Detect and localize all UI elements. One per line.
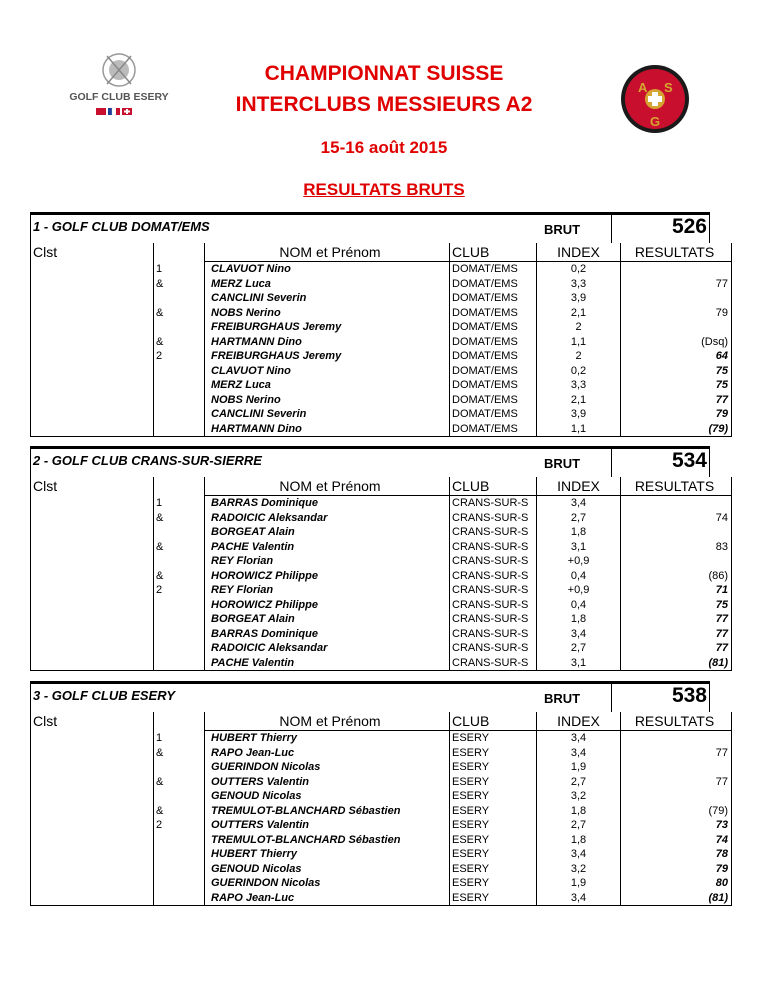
marker-cell: 1 (154, 496, 205, 511)
index-cell: 1,1 (537, 335, 621, 350)
player-name: RAPO Jean-Luc (211, 746, 295, 759)
marker-cell: 1 (154, 731, 205, 746)
club-section-2 (30, 446, 728, 671)
index-cell: 3,4 (537, 496, 621, 511)
player-name: CLAVUOT Nino (211, 263, 291, 275)
result-cell: (86) (621, 569, 732, 584)
index-cell: 3,4 (537, 847, 621, 862)
club-cell: DOMAT/EMS (450, 277, 537, 292)
player-name: REY Florian (211, 584, 274, 596)
club-cell: CRANS-SUR-S (450, 554, 537, 569)
brut-label: BRUT (544, 222, 581, 237)
table-row (31, 320, 732, 335)
table-header-row (31, 477, 732, 496)
table-row (31, 569, 732, 584)
marker-cell: & (154, 277, 205, 292)
result-cell: 71 (621, 583, 732, 598)
col-results: RESULTATS (621, 477, 732, 496)
club-cell: ESERY (450, 775, 537, 790)
col-results: RESULTATS (621, 243, 732, 262)
col-clst: Clst (31, 477, 154, 496)
asg-letter-g: G (650, 114, 661, 129)
col-clst: Clst (31, 243, 154, 262)
player-name: FREIBURGHAUS Jeremy (211, 321, 342, 333)
result-cell (621, 731, 732, 746)
player-name: HUBERT Thierry (211, 848, 297, 860)
result-cell: 74 (621, 833, 732, 848)
index-cell: 2,7 (537, 775, 621, 790)
result-cell: (81) (621, 656, 732, 671)
col-index: INDEX (537, 243, 621, 262)
col-clst: Clst (31, 712, 154, 731)
table-row (31, 804, 732, 819)
marker-cell: 1 (154, 262, 205, 277)
table-row (31, 540, 732, 555)
col-name: NOM et Prénom (205, 243, 450, 262)
clst-cell (31, 291, 154, 306)
marker-cell: & (154, 746, 205, 761)
table-row (31, 291, 732, 306)
index-cell: 3,1 (537, 540, 621, 555)
index-cell: 1,8 (537, 612, 621, 627)
clst-cell (31, 760, 154, 775)
clst-cell (31, 612, 154, 627)
index-cell: 3,4 (537, 746, 621, 761)
player-name: RADOICIC Aleksandar (211, 642, 328, 654)
clst-cell (31, 862, 154, 877)
asg-letter-s: S (664, 80, 673, 95)
result-cell (621, 789, 732, 804)
section-club-name: 3 - GOLF CLUB ESERY (33, 688, 176, 703)
club-cell: ESERY (450, 862, 537, 877)
player-name: GENOUD Nicolas (211, 862, 302, 875)
marker-cell (154, 393, 205, 408)
result-cell: 77 (621, 641, 732, 656)
club-cell: CRANS-SUR-S (450, 598, 537, 613)
clst-cell (31, 407, 154, 422)
marker-cell (154, 833, 205, 848)
club-cell: ESERY (450, 847, 537, 862)
title-line-1: CHAMPIONNAT SUISSE (264, 62, 504, 85)
marker-cell (154, 760, 205, 775)
index-cell: 2 (537, 349, 621, 364)
marker-cell: & (154, 569, 205, 584)
table-row (31, 789, 732, 804)
result-cell: 79 (621, 862, 732, 877)
index-cell: 0,4 (537, 598, 621, 613)
index-cell: 2,7 (537, 641, 621, 656)
result-cell (621, 320, 732, 335)
index-cell: 1,1 (537, 422, 621, 437)
player-name: GENOUD Nicolas (211, 790, 302, 802)
marker-cell: & (154, 775, 205, 790)
results-table (30, 477, 732, 671)
club-cell: ESERY (450, 818, 537, 833)
table-row (31, 612, 732, 627)
club-cell: ESERY (450, 746, 537, 761)
section-header (30, 212, 710, 243)
club-cell: ESERY (450, 731, 537, 746)
table-header-row (31, 243, 732, 262)
result-cell: 73 (621, 818, 732, 833)
result-cell (621, 760, 732, 775)
index-cell: 1,8 (537, 525, 621, 540)
marker-cell: & (154, 335, 205, 350)
club-cell: CRANS-SUR-S (450, 569, 537, 584)
result-cell: 77 (621, 746, 732, 761)
marker-cell: 2 (154, 349, 205, 364)
player-name: CLAVUOT Nino (211, 364, 291, 377)
result-cell (621, 525, 732, 540)
table-row (31, 306, 732, 321)
marker-cell (154, 862, 205, 877)
result-cell: (79) (621, 804, 732, 819)
index-cell: 1,8 (537, 804, 621, 819)
table-row (31, 876, 732, 891)
club-section-3 (30, 681, 728, 906)
club-cell: CRANS-SUR-S (450, 612, 537, 627)
player-name: OUTTERS Valentin (211, 775, 309, 788)
index-cell: 1,8 (537, 833, 621, 848)
event-date: 15-16 août 2015 (320, 138, 448, 157)
result-cell: 74 (621, 511, 732, 526)
marker-cell (154, 422, 205, 437)
marker-cell (154, 554, 205, 569)
table-row (31, 746, 732, 761)
col-name: NOM et Prénom (205, 712, 450, 731)
club-cell: ESERY (450, 833, 537, 848)
index-cell: 3,3 (537, 378, 621, 393)
table-row (31, 262, 732, 277)
club-cell: DOMAT/EMS (450, 422, 537, 437)
table-row (31, 511, 732, 526)
result-cell: 83 (621, 540, 732, 555)
result-cell: 77 (621, 612, 732, 627)
player-name: MERZ Luca (211, 379, 271, 391)
table-row (31, 349, 732, 364)
col-index: INDEX (537, 477, 621, 496)
club-cell: CRANS-SUR-S (450, 496, 537, 511)
clst-cell (31, 818, 154, 833)
player-name: PACHE Valentin (211, 540, 295, 553)
index-cell: 2,1 (537, 393, 621, 408)
index-cell: +0,9 (537, 583, 621, 598)
index-cell: 3,1 (537, 656, 621, 671)
table-row (31, 554, 732, 569)
club-cell: DOMAT/EMS (450, 262, 537, 277)
club-cell: DOMAT/EMS (450, 378, 537, 393)
player-name: HOROWICZ Philippe (211, 598, 318, 611)
player-name: TREMULOT-BLANCHARD Sébastien (211, 804, 401, 817)
club-cell: DOMAT/EMS (450, 407, 537, 422)
result-cell: 77 (621, 277, 732, 292)
clst-cell (31, 641, 154, 656)
player-name: MERZ Luca (211, 277, 271, 290)
player-name: GUERINDON Nicolas (211, 877, 321, 889)
club-cell: ESERY (450, 760, 537, 775)
section-total: 538 (671, 684, 707, 707)
marker-cell (154, 612, 205, 627)
result-cell (621, 496, 732, 511)
player-name: RAPO Jean-Luc (205, 891, 450, 906)
col-name: NOM et Prénom (205, 477, 450, 496)
table-row (31, 407, 732, 422)
club-cell: CRANS-SUR-S (450, 656, 537, 671)
marker-cell: & (154, 804, 205, 819)
club-cell: DOMAT/EMS (450, 393, 537, 408)
result-cell: (79) (621, 422, 732, 437)
result-cell: 80 (621, 876, 732, 891)
table-row (31, 525, 732, 540)
results-table (30, 243, 732, 437)
index-cell: 3,4 (537, 731, 621, 746)
clst-cell (31, 525, 154, 540)
table-row (31, 627, 732, 642)
player-name: HARTMANN Dino (205, 422, 450, 437)
marker-cell (154, 789, 205, 804)
result-cell: 78 (621, 847, 732, 862)
brut-label: BRUT (544, 691, 581, 706)
club-cell: CRANS-SUR-S (450, 511, 537, 526)
table-header-row (31, 712, 732, 731)
marker-cell: 2 (154, 583, 205, 598)
marker-cell (154, 320, 205, 335)
table-row (31, 833, 732, 848)
player-name: HOROWICZ Philippe (211, 569, 318, 582)
player-name: CANCLINI Severin (211, 292, 307, 304)
player-name: FREIBURGHAUS Jeremy (211, 350, 342, 362)
result-cell: 64 (621, 349, 732, 364)
index-cell: 0,4 (537, 569, 621, 584)
result-cell: 79 (621, 306, 732, 321)
result-cell (621, 554, 732, 569)
clst-cell (31, 306, 154, 321)
clst-cell (31, 804, 154, 819)
marker-cell (154, 291, 205, 306)
clst-cell (31, 746, 154, 761)
marker-cell (154, 656, 205, 671)
result-cell: 77 (621, 775, 732, 790)
result-cell: (81) (621, 891, 732, 906)
club-cell: CRANS-SUR-S (450, 540, 537, 555)
clst-cell (31, 511, 154, 526)
club-cell: DOMAT/EMS (450, 335, 537, 350)
club-cell: ESERY (450, 789, 537, 804)
club-cell: CRANS-SUR-S (450, 627, 537, 642)
marker-cell (154, 407, 205, 422)
table-row (31, 760, 732, 775)
marker-cell (154, 598, 205, 613)
clst-cell (31, 554, 154, 569)
clst-cell (31, 731, 154, 746)
marker-cell (154, 891, 205, 906)
clst-cell (31, 262, 154, 277)
index-cell: 0,2 (537, 262, 621, 277)
result-cell: 77 (621, 627, 732, 642)
result-cell: 79 (621, 407, 732, 422)
section-club-name: 2 - GOLF CLUB CRANS-SUR-SIERRE (33, 453, 262, 468)
result-cell: (Dsq) (621, 335, 732, 350)
clst-cell (31, 789, 154, 804)
index-cell: 3,4 (537, 891, 621, 906)
club-cell: DOMAT/EMS (450, 364, 537, 379)
result-cell (621, 262, 732, 277)
club-cell: ESERY (450, 876, 537, 891)
result-cell: 77 (621, 393, 732, 408)
player-name: HARTMANN Dino (211, 335, 302, 348)
club-cell: CRANS-SUR-S (450, 583, 537, 598)
club-cell: DOMAT/EMS (450, 349, 537, 364)
result-cell: 75 (621, 364, 732, 379)
marker-cell: & (154, 511, 205, 526)
result-cell: 75 (621, 378, 732, 393)
player-name: GUERINDON Nicolas (211, 761, 321, 773)
player-name: OUTTERS Valentin (211, 819, 309, 831)
title-line-2: INTERCLUBS MESSIEURS A2 (235, 93, 533, 116)
clst-cell (31, 422, 154, 437)
table-row (31, 656, 732, 671)
player-name: BARRAS Dominique (211, 497, 318, 509)
marker-cell: & (154, 540, 205, 555)
table-row (31, 496, 732, 511)
marker-cell (154, 364, 205, 379)
player-name: BORGEAT Alain (211, 526, 295, 538)
clst-cell (31, 378, 154, 393)
index-cell: 3,4 (537, 627, 621, 642)
player-name: PACHE Valentin (205, 656, 450, 671)
club-section-1 (30, 212, 728, 437)
table-row (31, 335, 732, 350)
brut-label: BRUT (544, 456, 581, 471)
clst-cell (31, 598, 154, 613)
result-cell: 75 (621, 598, 732, 613)
clst-cell (31, 891, 154, 906)
clst-cell (31, 335, 154, 350)
clst-cell (31, 320, 154, 335)
index-cell: 3,2 (537, 789, 621, 804)
player-name: CANCLINI Severin (211, 408, 307, 420)
marker-cell (154, 627, 205, 642)
section-header (30, 446, 710, 477)
index-cell: 1,9 (537, 876, 621, 891)
marker-cell (154, 876, 205, 891)
col-club: CLUB (450, 243, 537, 262)
clst-cell (31, 496, 154, 511)
player-name: NOBS Nerino (211, 393, 281, 406)
clst-cell (31, 876, 154, 891)
player-name: REY Florian (211, 555, 274, 567)
clst-cell (31, 569, 154, 584)
table-row (31, 862, 732, 877)
col-results: RESULTATS (621, 712, 732, 731)
table-row (31, 393, 732, 408)
index-cell: 3,2 (537, 862, 621, 877)
logo-text: GOLF CLUB ESERY (69, 91, 169, 103)
col-club: CLUB (450, 477, 537, 496)
index-cell: 2,1 (537, 306, 621, 321)
clst-cell (31, 627, 154, 642)
clst-cell (31, 847, 154, 862)
marker-cell (154, 847, 205, 862)
club-cell: DOMAT/EMS (450, 320, 537, 335)
clst-cell (31, 364, 154, 379)
table-row (31, 731, 732, 746)
section-total: 534 (671, 449, 707, 472)
index-cell: 3,9 (537, 407, 621, 422)
table-row (31, 775, 732, 790)
clst-cell (31, 540, 154, 555)
clst-cell (31, 583, 154, 598)
index-cell: 2,7 (537, 511, 621, 526)
index-cell: 2 (537, 320, 621, 335)
player-name: RADOICIC Aleksandar (211, 511, 328, 524)
index-cell: +0,9 (537, 554, 621, 569)
player-name: TREMULOT-BLANCHARD Sébastien (211, 833, 401, 846)
clst-cell (31, 349, 154, 364)
table-row (31, 891, 732, 906)
index-cell: 0,2 (537, 364, 621, 379)
marker-cell (154, 525, 205, 540)
col-index: INDEX (537, 712, 621, 731)
table-row (31, 598, 732, 613)
marker-cell: & (154, 306, 205, 321)
asg-logo (620, 64, 690, 134)
club-cell: CRANS-SUR-S (450, 641, 537, 656)
club-cell: DOMAT/EMS (450, 291, 537, 306)
section-club-name: 1 - GOLF CLUB DOMAT/EMS (33, 219, 210, 234)
marker-cell (154, 378, 205, 393)
table-row (31, 818, 732, 833)
marker-cell: 2 (154, 818, 205, 833)
section-header (30, 681, 710, 712)
table-row (31, 277, 732, 292)
table-row (31, 583, 732, 598)
index-cell: 3,3 (537, 277, 621, 292)
asg-letter-a: A (638, 80, 648, 95)
table-row (31, 847, 732, 862)
index-cell: 3,9 (537, 291, 621, 306)
result-cell (621, 291, 732, 306)
index-cell: 2,7 (537, 818, 621, 833)
index-cell: 1,9 (537, 760, 621, 775)
clst-cell (31, 277, 154, 292)
table-row (31, 422, 732, 437)
table-row (31, 641, 732, 656)
table-row (31, 364, 732, 379)
player-name: HUBERT Thierry (211, 732, 297, 744)
player-name: NOBS Nerino (211, 306, 281, 319)
results-subtitle: RESULTATS BRUTS (303, 180, 465, 199)
club-cell: ESERY (450, 804, 537, 819)
table-row (31, 378, 732, 393)
col-club: CLUB (450, 712, 537, 731)
clst-cell (31, 775, 154, 790)
section-total: 526 (671, 215, 707, 238)
clst-cell (31, 656, 154, 671)
results-table (30, 712, 732, 906)
marker-cell (154, 641, 205, 656)
player-name: BARRAS Dominique (211, 627, 318, 640)
club-cell: ESERY (450, 891, 537, 906)
clst-cell (31, 393, 154, 408)
club-cell: CRANS-SUR-S (450, 525, 537, 540)
clst-cell (31, 833, 154, 848)
club-cell: DOMAT/EMS (450, 306, 537, 321)
player-name: BORGEAT Alain (211, 613, 295, 625)
